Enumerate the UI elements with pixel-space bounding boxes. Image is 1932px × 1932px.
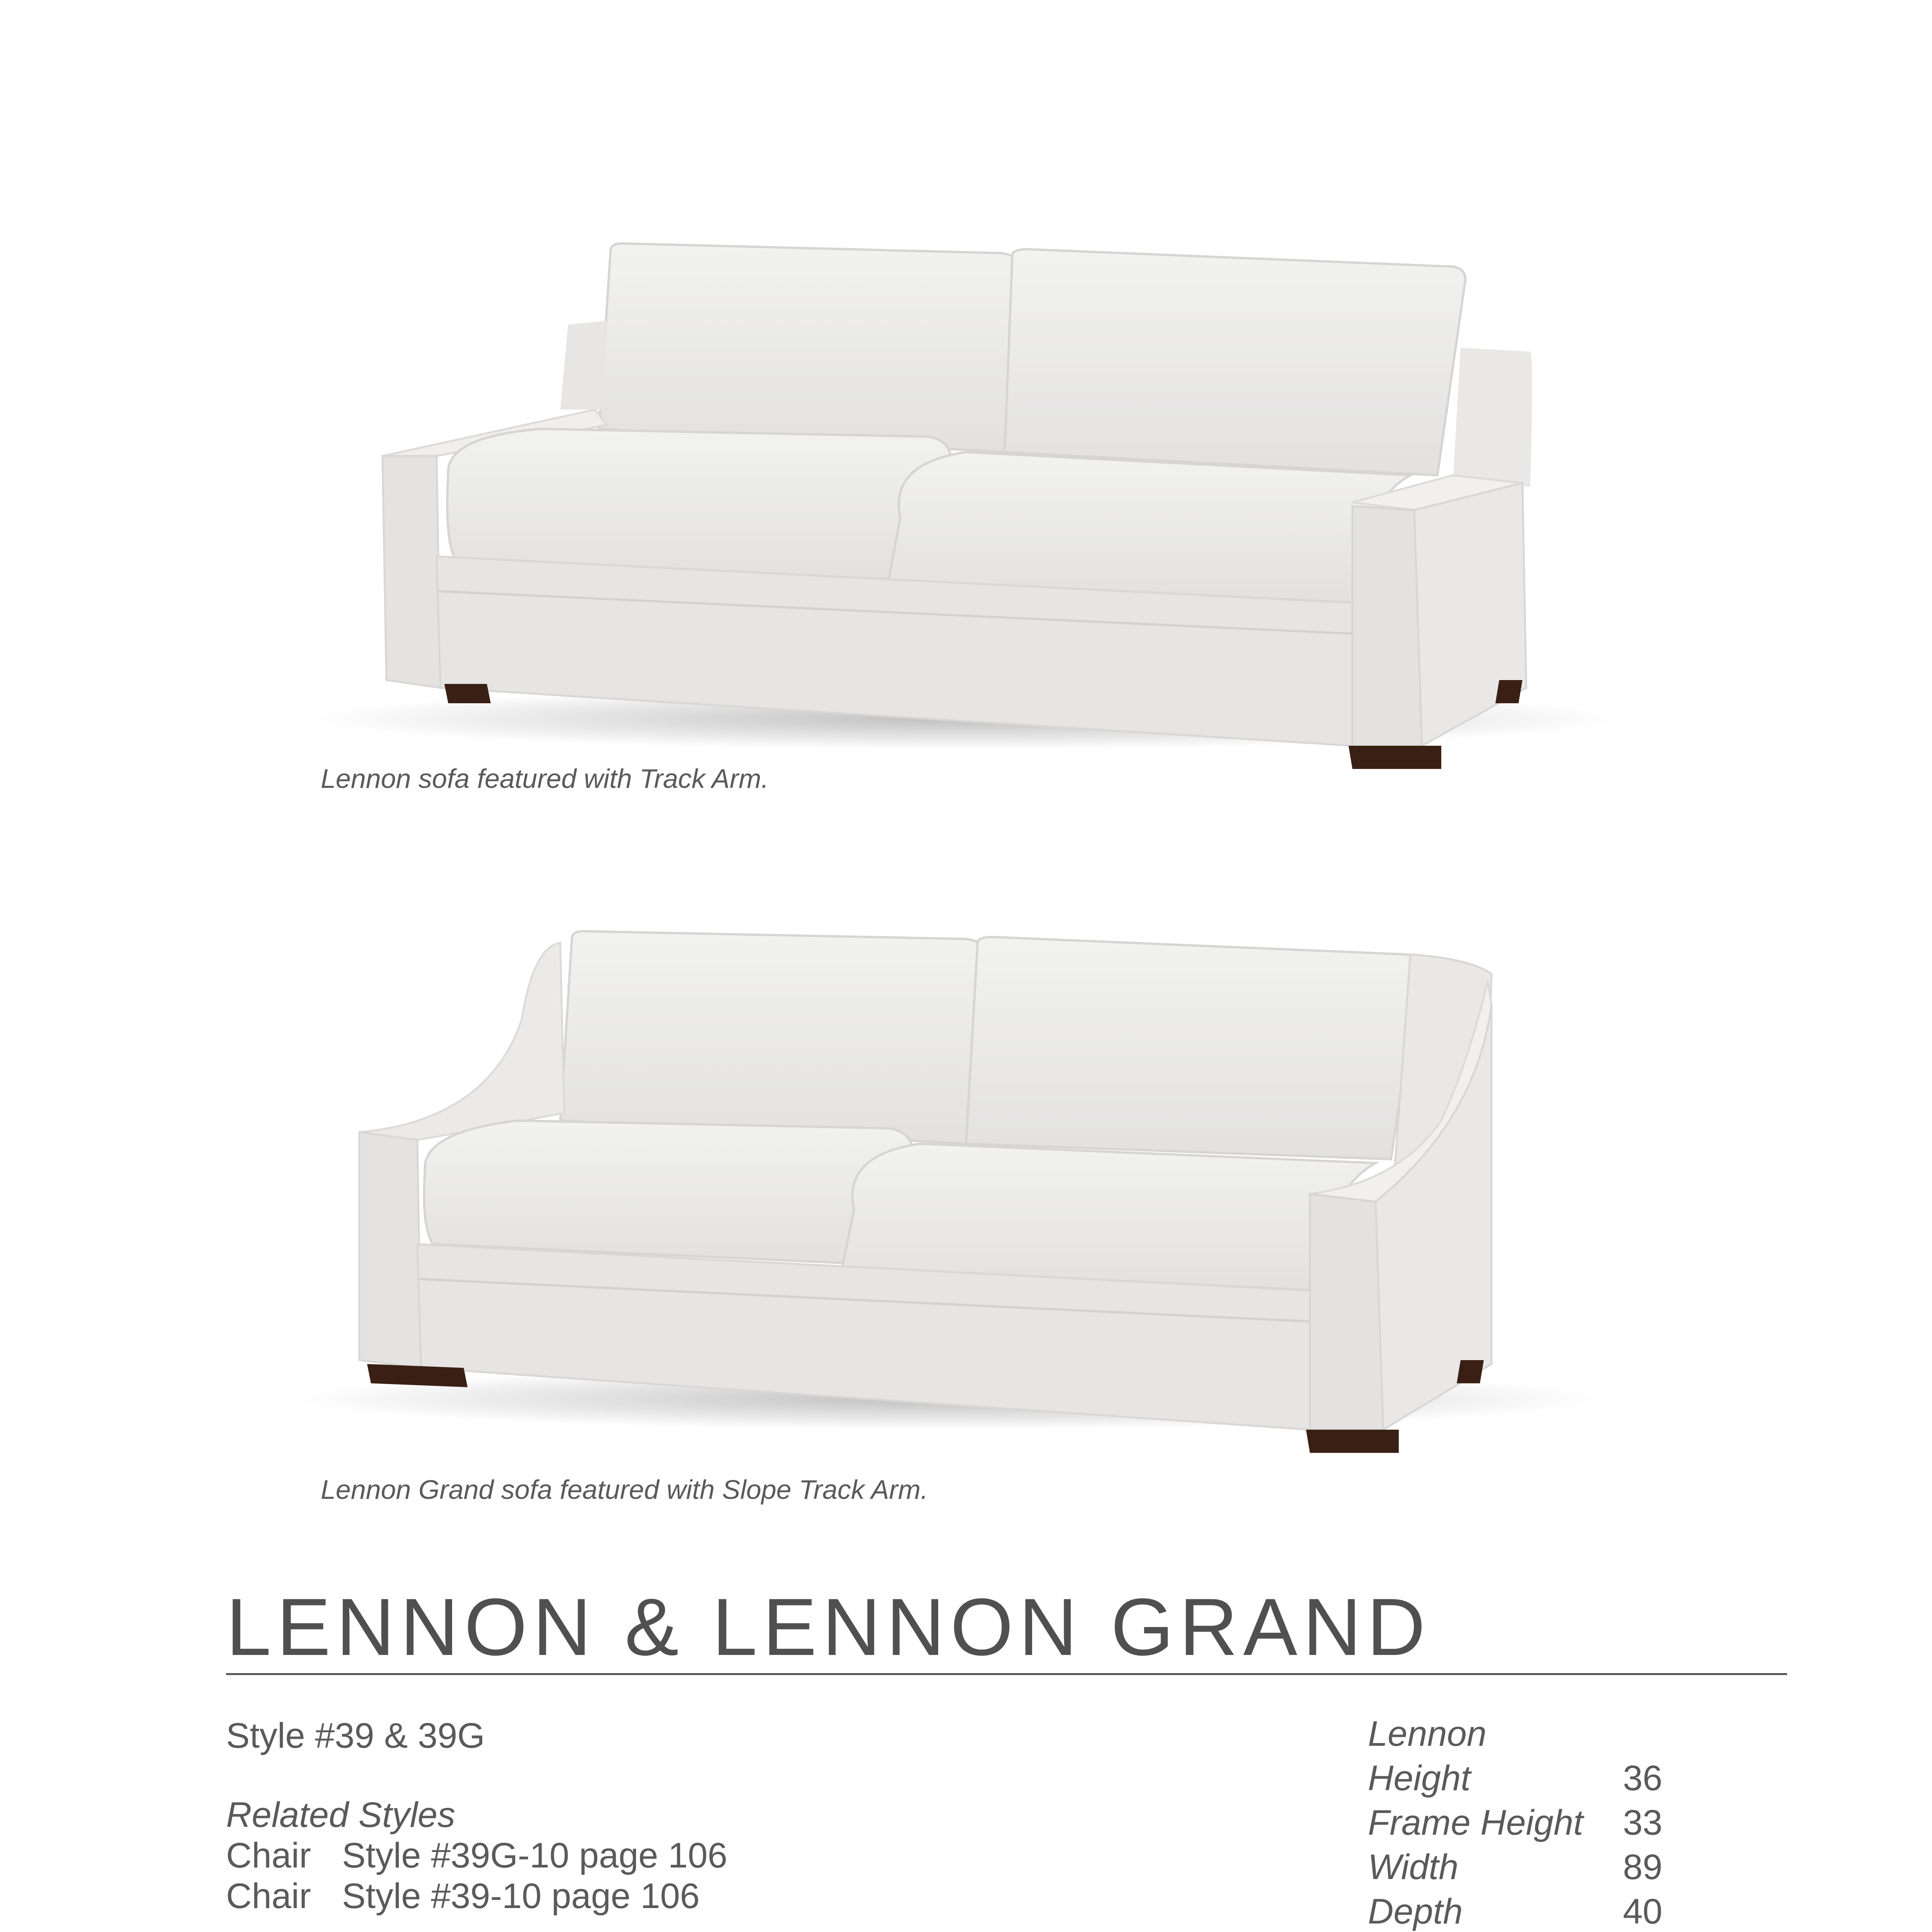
related-style-item xyxy=(226,1876,700,1917)
spec-value: 33 xyxy=(1623,1803,1663,1842)
spec-value: 36 xyxy=(1623,1759,1663,1798)
spec-value: 40 xyxy=(1623,1892,1663,1931)
spec-row xyxy=(1368,1847,1677,1891)
specs-lennon-heading: Lennon xyxy=(1368,1714,1486,1753)
spec-row xyxy=(1368,1803,1677,1847)
related-style-label: Chair xyxy=(226,1876,311,1916)
track-arm-sofa-image xyxy=(0,193,1932,811)
sofa-caption-track-arm: Lennon sofa featured with Track Arm. xyxy=(321,764,769,794)
related-style-label: Chair xyxy=(226,1836,311,1875)
slope-track-arm-sofa-image xyxy=(0,889,1932,1468)
spec-label: Frame Height xyxy=(1368,1803,1583,1842)
spec-label: Width xyxy=(1368,1847,1459,1887)
spec-row xyxy=(1368,1758,1677,1803)
related-style-text: Style #39-10 page 106 xyxy=(342,1876,700,1916)
title-divider xyxy=(226,1673,1787,1675)
related-style-text: Style #39G-10 page 106 xyxy=(342,1836,728,1875)
spec-row xyxy=(1368,1891,1677,1932)
spec-label: Height xyxy=(1368,1759,1471,1798)
spec-value: 89 xyxy=(1623,1847,1663,1887)
related-style-item xyxy=(226,1835,727,1876)
sofa-caption-slope-track-arm: Lennon Grand sofa featured with Slope Track Arm. xyxy=(321,1475,928,1505)
style-number: Style #39 & 39G xyxy=(226,1716,485,1755)
related-styles-heading: Related Styles xyxy=(226,1795,456,1835)
spec-label: Depth xyxy=(1368,1892,1463,1931)
page-title: LENNON & LENNON GRAND xyxy=(226,1582,1431,1672)
